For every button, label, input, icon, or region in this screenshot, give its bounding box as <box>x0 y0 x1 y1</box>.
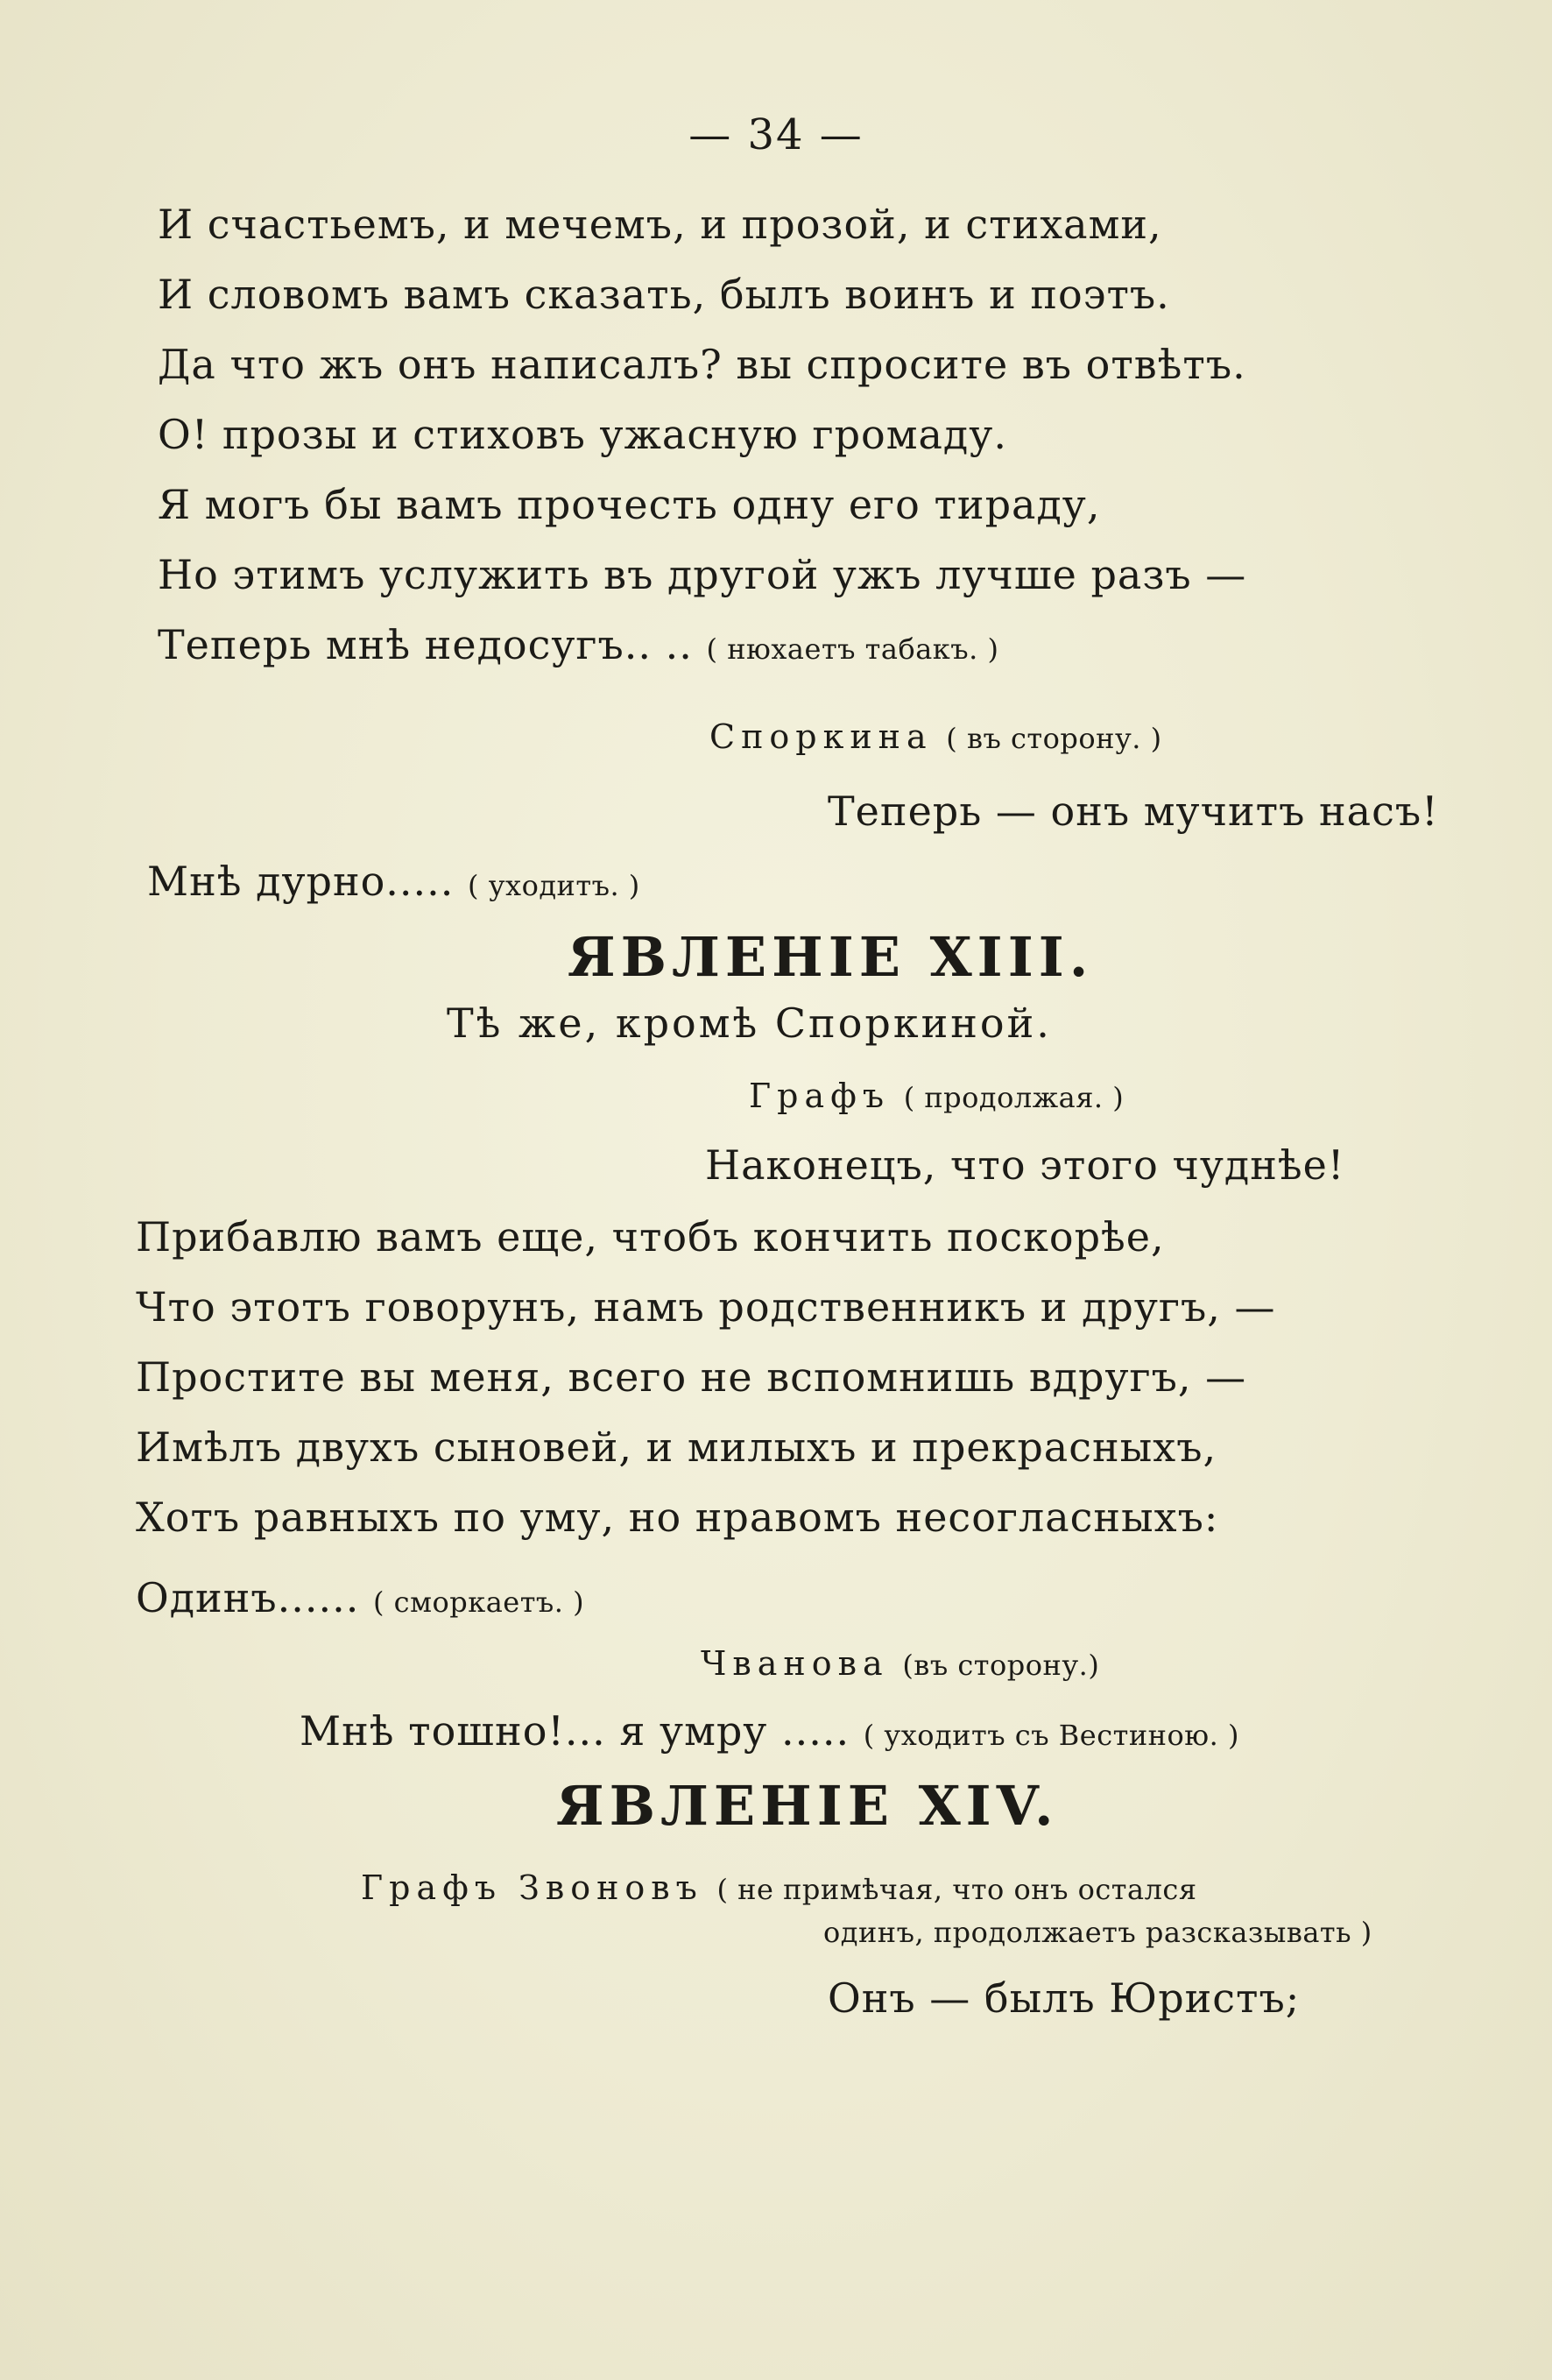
stage-direction: ( сморкаетъ. ) <box>372 1585 585 1619</box>
speaker-name: Графъ Звоновъ <box>361 1868 703 1907</box>
stage-direction: ( въ сторону. ) <box>946 722 1162 755</box>
stage-direction: одинъ, продолжаетъ разсказывать ) <box>823 1916 1372 1949</box>
verse-line: Что этотъ говорунъ, намъ родственникъ и другъ, — <box>136 1283 1276 1331</box>
verse-line: И счастьемъ, и мечемъ, и прозой, и стихами, <box>158 201 1162 248</box>
verse-text: Теперь мнѣ недосугъ.. .. <box>158 621 693 668</box>
stage-direction: ( уходитъ. ) <box>468 869 640 902</box>
verse-text: Одинъ...... <box>136 1574 360 1621</box>
stage-direction: (въ сторону.) <box>902 1649 1100 1682</box>
speaker-name: Графъ <box>749 1077 891 1115</box>
verse-line: Теперь — онъ мучитъ насъ! <box>828 787 1439 835</box>
verse-line <box>147 857 640 910</box>
stage-direction: ( продолжая. ) <box>903 1081 1125 1114</box>
verse-line: Хотъ равныхъ по уму, но нравомъ несогласныхъ: <box>136 1494 1219 1541</box>
speaker-heading <box>749 1069 1124 1122</box>
verse-line: И словомъ вамъ сказать, былъ воинъ и поэтъ. <box>158 271 1170 318</box>
speaker-name: Чванова <box>701 1644 889 1683</box>
scene-14-title: ЯВЛЕНІЕ XIV. <box>556 1774 1059 1838</box>
verse-line: Онъ — былъ Юристъ; <box>828 1974 1301 2022</box>
page-number: — 34 — <box>688 110 864 159</box>
verse-line: Имѣлъ двухъ сыновей, и милыхъ и прекрасныхъ, <box>136 1423 1217 1471</box>
verse-line: Да что жъ онъ написалъ? вы спросите въ отвѣтъ. <box>158 341 1246 388</box>
verse-line: Простите вы меня, всего не вспомнишь вдругъ, — <box>136 1353 1247 1401</box>
verse-text: Мнѣ дурно..... <box>147 858 455 905</box>
scene-13-subtitle: Тѣ же, кромѣ Споркиной. <box>447 999 1052 1047</box>
verse-line: Но этимъ услужить въ другой ужъ лучше разъ — <box>158 551 1247 598</box>
speaker-heading <box>701 1636 1099 1690</box>
verse-text: Мнѣ тошно!... я умру ..... <box>300 1707 850 1755</box>
stage-direction: ( не примѣчая, что онъ остался <box>716 1873 1197 1906</box>
stage-direction: ( нюхаетъ табакъ. ) <box>706 632 999 666</box>
verse-line <box>158 620 998 674</box>
verse-line: Наконецъ, что этого чуднѣе! <box>705 1141 1345 1189</box>
verse-line: О! прозы и стиховъ ужасную громаду. <box>158 411 1007 458</box>
verse-line <box>136 1573 584 1627</box>
speaker-heading <box>361 1861 1197 1914</box>
scene-13-title: ЯВЛЕНІЕ XIII. <box>568 925 1094 989</box>
speaker-name: Споркина <box>709 717 933 756</box>
speaker-heading <box>709 710 1162 763</box>
verse-line <box>300 1706 1239 1760</box>
verse-line: Я могъ бы вамъ прочесть одну его тираду, <box>158 481 1101 528</box>
stage-direction: ( уходитъ съ Вестиною. ) <box>863 1719 1239 1752</box>
verse-line: Прибавлю вамъ еще, чтобъ кончить поскорѣе, <box>136 1213 1165 1261</box>
